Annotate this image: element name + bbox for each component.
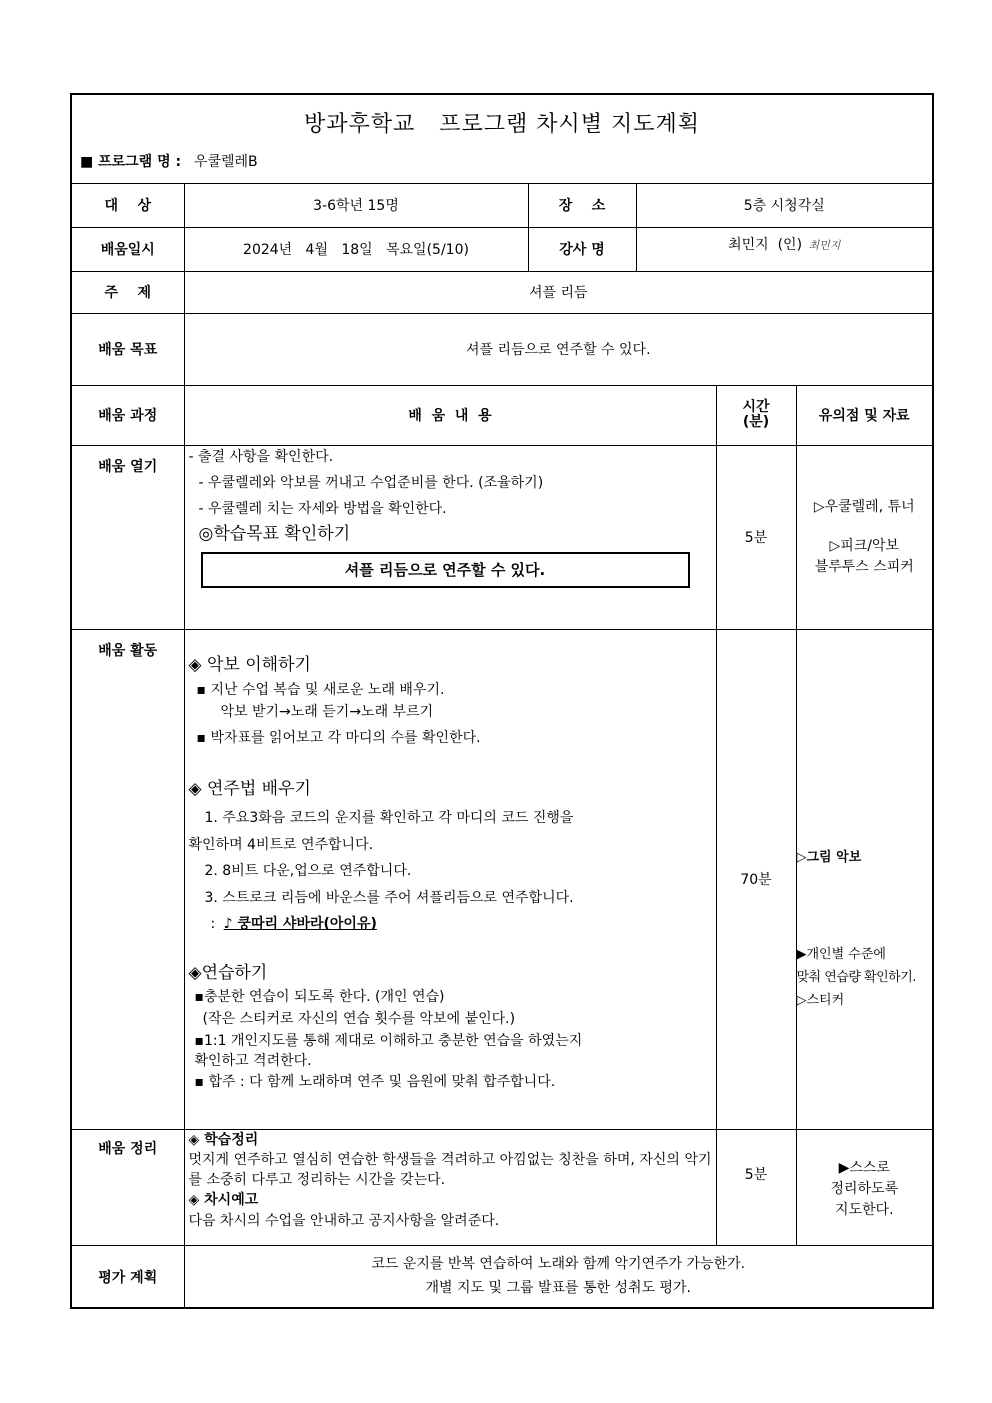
- goal-value: 셔플 리듬으로 연주할 수 있다.: [184, 313, 932, 385]
- activity-line: 악보 받기→노래 듣기→노래 부르기: [220, 704, 434, 721]
- activity-line: (작은 스티커로 자신의 연습 횟수를 악보에 붙인다.): [202, 1010, 516, 1027]
- evaluation-row: [72, 1245, 932, 1309]
- evaluation-label: 평가 계획: [72, 1245, 184, 1309]
- section-title-score: ◈ 악보 이해하기: [188, 654, 311, 675]
- teacher-signature: 최민지: [808, 238, 841, 252]
- section-title-review: ◈ 학습정리: [188, 1131, 259, 1148]
- target-label: 대 상: [72, 183, 184, 227]
- song-title: ♪ 쿵따리 샤바라(아이유): [223, 916, 377, 933]
- date-label: 배움일시: [72, 227, 184, 271]
- opening-notes: [796, 445, 932, 629]
- place-label: 장 소: [528, 183, 636, 227]
- opening-row: [72, 445, 932, 629]
- program-name-row: [80, 151, 258, 171]
- activity-line: 2. 8비트 다운,업으로 연주합니다.: [204, 863, 412, 880]
- opening-line: - 우쿨렐레 치는 자세와 방법을 확인한다.: [198, 501, 447, 518]
- closing-text: 다음 차시의 수업을 안내하고 공지사항을 알려준다.: [188, 1212, 500, 1229]
- activity-line: 확인하며 4비트로 연주합니다.: [188, 836, 374, 853]
- column-header-row: [72, 385, 932, 445]
- date-row: [72, 227, 932, 271]
- square-bullet-icon: ■: [80, 154, 94, 170]
- program-name-value: 우쿨렐레B: [193, 154, 258, 170]
- closing-time: 5분: [716, 1129, 796, 1245]
- teacher-cell: [636, 227, 932, 271]
- activity-line: 1. 주요3화음 코드의 운지를 확인하고 각 마디의 코드 진행을: [204, 810, 574, 827]
- topic-value: 셔플 리듬: [184, 271, 932, 313]
- activity-time: 70분: [716, 629, 796, 1129]
- section-title-practice: ◈연습하기: [188, 963, 268, 984]
- place-value: 5층 시청각실: [636, 183, 932, 227]
- topic-label: 주 제: [72, 271, 184, 313]
- topic-row: [72, 271, 932, 313]
- opening-time: 5분: [716, 445, 796, 629]
- song-prefix: :: [210, 916, 216, 933]
- activity-line: ▪충분한 연습이 되도록 한다. (개인 연습): [194, 989, 445, 1006]
- target-value: 3-6학년 15명: [184, 183, 528, 227]
- goal-box: 셔플 리듬으로 연주할 수 있다.: [201, 552, 690, 588]
- target-row: [72, 183, 932, 227]
- opening-line: - 출결 사항을 확인한다.: [188, 448, 334, 465]
- activity-line: 확인하고 격려한다.: [194, 1053, 312, 1070]
- closing-text: 멋지게 연주하고 열심히 연습한 학생들을 격려하고 아낌없는 칭찬을 하며, 자신의 악기를 소중히 다루고 정리하는 시간을 갖는다.: [188, 1151, 712, 1189]
- activity-line: ▪ 지난 수업 복습 및 새로운 노래 배우기.: [196, 681, 445, 698]
- evaluation-line: 코드 운지를 반복 연습하여 노래와 함께 악기연주가 가능한가.: [371, 1256, 746, 1273]
- goal-check-heading: ◎학습목표 확인하기: [198, 523, 351, 544]
- opening-line: - 우쿨렐레와 악보를 꺼내고 수업준비를 한다. (조율하기): [198, 474, 544, 491]
- document-title: 방과후학교 프로그램 차시별 지도계획: [304, 112, 700, 137]
- closing-content: [184, 1129, 716, 1245]
- closing-label: 배움 정리: [72, 1129, 184, 1245]
- activity-note-level: ▶개인별 수준에: [796, 946, 886, 962]
- evaluation-content: [184, 1245, 932, 1309]
- activity-note-level: 맞춰 연습량 확인하기.: [796, 969, 916, 985]
- goal-label: 배움 목표: [72, 313, 184, 385]
- closing-row: [72, 1129, 932, 1245]
- opening-note: ▷우쿨렐레, 튜너: [813, 498, 915, 515]
- document-header: [72, 95, 932, 184]
- activity-line: 3. 스트로크 리듬에 바운스를 주어 셔플리듬으로 연주합니다.: [204, 889, 574, 906]
- closing-note: 지도한다.: [834, 1201, 894, 1218]
- opening-label: 배움 열기: [72, 445, 184, 629]
- section-title-technique: ◈ 연주법 배우기: [188, 778, 311, 799]
- notes-column-header: 유의점 및 자료: [796, 385, 932, 445]
- opening-content: [184, 445, 716, 629]
- song-line: [189, 911, 712, 938]
- activity-row: [72, 629, 932, 1129]
- activity-label: 배움 활동: [72, 629, 184, 1129]
- activity-line: ▪1:1 개인지도를 통해 제대로 이해하고 충분한 연습을 하였는지: [194, 1032, 583, 1049]
- opening-note: ▷피크/악보: [829, 537, 900, 554]
- time-column-header: 시간 (분): [716, 385, 796, 445]
- process-column-header: 배움 과정: [72, 385, 184, 445]
- closing-note: 정리하도록: [830, 1180, 899, 1197]
- activity-line: ▪ 합주 : 다 함께 노래하며 연주 및 음원에 맞춰 합주합니다.: [194, 1073, 556, 1090]
- date-value: 2024년 4월 18일 목요일(5/10): [184, 227, 528, 271]
- activity-line: ▪ 박자표를 읽어보고 각 마디의 수를 확인한다.: [196, 730, 481, 747]
- teacher-value: 최민지 (인): [728, 236, 803, 253]
- section-title-preview: ◈ 차시예고: [188, 1192, 259, 1209]
- activity-note-score: ▷그림 악보: [796, 849, 862, 865]
- goal-row: [72, 313, 932, 385]
- teacher-label: 강사 명: [528, 227, 636, 271]
- evaluation-line: 개별 지도 및 그룹 발표를 통한 성취도 평가.: [425, 1280, 692, 1297]
- lesson-plan-table: [72, 183, 932, 1309]
- content-column-header: 배 움 내 용: [184, 385, 716, 445]
- lesson-plan-document: [70, 93, 934, 1309]
- program-name-label: 프로그램 명 :: [98, 154, 182, 170]
- closing-notes: [796, 1129, 932, 1245]
- activity-notes: [796, 629, 932, 1129]
- activity-content: [184, 629, 716, 1129]
- activity-note-sticker: ▷스티커: [796, 992, 845, 1008]
- closing-note: ▶스스로: [838, 1159, 890, 1176]
- opening-note: 블루투스 스피커: [814, 558, 914, 575]
